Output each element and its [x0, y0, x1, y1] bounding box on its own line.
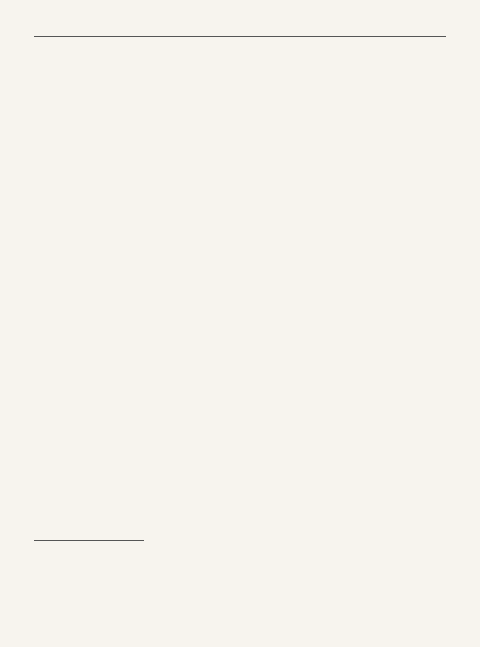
body-paragraph-16	[34, 255, 446, 267]
footnote-number	[34, 565, 52, 575]
body-paragraph-10	[34, 171, 446, 183]
body-paragraph-7	[34, 129, 446, 141]
body-paragraph-15	[34, 241, 446, 253]
body-paragraph-12	[34, 199, 446, 211]
body-paragraph-5	[34, 101, 446, 113]
header-rule	[34, 36, 446, 37]
footnote-number	[34, 555, 52, 565]
running-header	[34, 20, 446, 32]
footnote-text	[52, 565, 446, 575]
page-number	[34, 623, 44, 633]
body-paragraph-1	[34, 45, 446, 57]
footnote-number	[34, 595, 52, 605]
body-paragraph-8	[34, 143, 446, 155]
footnote-number	[34, 545, 52, 555]
body-paragraph-4	[34, 87, 446, 99]
body-paragraph-18	[34, 283, 446, 295]
footnote-rule	[34, 540, 144, 541]
footnote-text	[52, 545, 446, 555]
footnote-text	[52, 585, 446, 595]
footnote-number	[34, 585, 52, 595]
body-paragraph-13	[34, 213, 446, 225]
body-paragraph-20	[34, 343, 446, 355]
footnote-number	[34, 575, 52, 585]
footnote-text	[52, 605, 446, 615]
footnote	[34, 545, 446, 555]
footnote	[34, 605, 446, 615]
body-paragraph-9	[34, 157, 446, 169]
section-title	[34, 305, 446, 321]
body-paragraph-14	[34, 227, 446, 239]
footnotes	[34, 540, 446, 615]
body-paragraph-6	[34, 115, 446, 127]
body-paragraph-11	[34, 185, 446, 197]
body-paragraph-17	[34, 269, 446, 281]
article-body	[34, 45, 446, 355]
footnote	[34, 575, 446, 585]
footnote	[34, 585, 446, 595]
footnote	[34, 595, 446, 605]
footnote-text	[52, 555, 446, 565]
body-paragraph-19	[34, 329, 446, 341]
body-paragraph-2	[34, 59, 446, 71]
footnote	[34, 555, 446, 565]
footnote-text	[52, 575, 446, 585]
footnote-text	[52, 595, 446, 605]
body-paragraph-3	[34, 73, 446, 85]
footnote-number	[34, 605, 52, 615]
footnote	[34, 565, 446, 575]
